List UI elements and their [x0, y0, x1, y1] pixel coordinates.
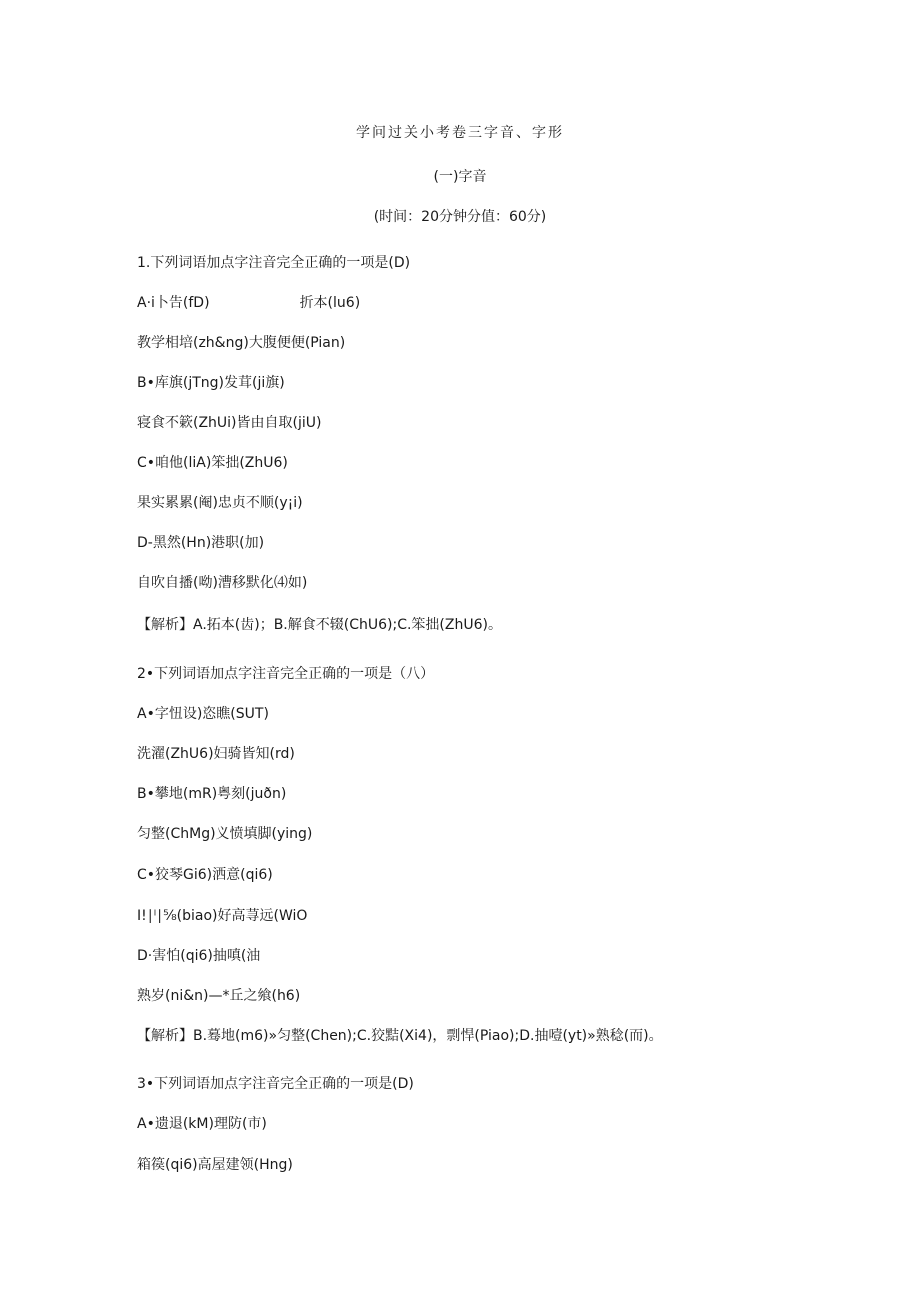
- option-a-part-1: A·i卜告(fD): [137, 295, 210, 311]
- question-2-option-b-line-1: B•攀地(mR)粤刻(juðn): [137, 786, 287, 802]
- question-2-option-d-line-2: 熟岁(ni&n)—*丘之飨(h6): [137, 988, 301, 1004]
- question-1-analysis: 【解析】A.拓本(齿)；B.解食不辍(ChU6);C.笨拙(ZhU6)。: [137, 617, 502, 633]
- question-1-option-c-line-2: 果实累累(阉)忠贞不顺(y¡i): [137, 495, 303, 511]
- question-1-option-c-line-1: C•咱他(liA)笨拙(ZhU6): [137, 455, 288, 471]
- question-3-option-a-line-2: 箱篌(qi6)高屋建领(Hng): [137, 1157, 293, 1173]
- question-2-analysis: 【解析】B.蓦地(m6)»匀整(Chen);C.狡黠(Xi4)，剽悍(Piao);D.抽噎(yt)»熟稔(而)。: [137, 1028, 663, 1044]
- question-3-option-a-line-1: A•遗退(kM)理防(市): [137, 1116, 267, 1132]
- question-2-option-a-line-2: 洗濯(ZhU6)妇骑皆知(rd): [137, 746, 295, 762]
- question-1-option-b-line-1: B•库旗(jTng)发茸(ji旗): [137, 375, 285, 391]
- question-2-option-a-line-1: A•字忸设)恣瞧(SUT): [137, 706, 269, 722]
- question-2-stem: 2•下列词语加点字注音完全正确的一项是（八）: [137, 666, 435, 682]
- question-3-stem: 3•下列词语加点字注音完全正确的一项是(D): [137, 1076, 414, 1092]
- section-heading: (一)字音: [433, 169, 487, 185]
- question-2-option-c-line-2: I!∣ˡ∣⅝(biao)好高荨远(WiO: [137, 908, 308, 924]
- question-2-option-b-line-2: 匀整(ChMg)义愤填脚(ying): [137, 826, 313, 842]
- question-2-option-c-line-1: C•狡琴Gi6)洒意(qi6): [137, 867, 273, 883]
- question-2-option-d-line-1: D·害怕(qi6)抽嗔(油: [137, 948, 261, 964]
- question-1-option-d-line-2: 自吹自播(呦)漕移默化⑷如): [137, 575, 308, 591]
- question-1-option-a-line-2: 教学相培(zh&ng)大腹便便(Pian): [137, 335, 346, 351]
- option-a-part-2: 折本(lu6): [299, 295, 361, 311]
- question-1-option-a-line-1: [137, 292, 360, 312]
- question-1-option-d-line-1: D-黑然(Hn)港职(加): [137, 535, 265, 551]
- document-title: 学问过关小考卷三字音、字形: [356, 125, 564, 141]
- question-1-option-b-line-2: 寝食不簌(ZhUi)皆由自取(jiU): [137, 415, 322, 431]
- question-1-stem: 1.下列词语加点字注音完全正确的一项是(D): [137, 255, 411, 271]
- time-score-info: (时间：20分钟分值：60分): [373, 209, 547, 225]
